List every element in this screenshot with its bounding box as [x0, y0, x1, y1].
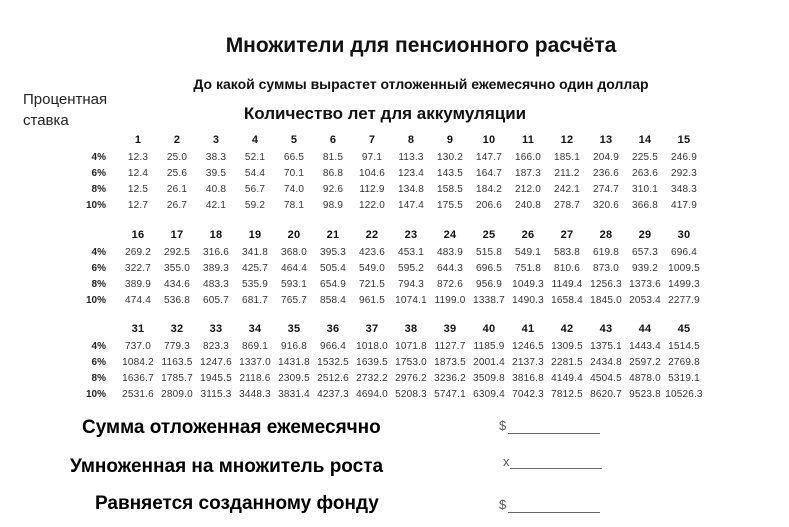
- table-cell: 12.5: [127, 184, 149, 195]
- year-header: 8: [407, 134, 415, 146]
- year-header: 32: [170, 323, 184, 335]
- table-cell: 322.7: [124, 263, 152, 274]
- table-cell: 2001.4: [473, 357, 505, 368]
- table-cell: 1639.5: [356, 357, 388, 368]
- table-cell: 654.9: [319, 279, 347, 290]
- table-cell: 1753.0: [395, 357, 427, 368]
- table-cell: 515.8: [475, 247, 503, 258]
- table-cell: 535.9: [241, 279, 269, 290]
- blank-multiplier-prefix: x: [503, 454, 510, 469]
- table-cell: 417.9: [670, 200, 698, 211]
- table-row: [80, 200, 700, 216]
- table-cell: 966.4: [319, 341, 347, 352]
- table-cell: 1845.0: [590, 295, 622, 306]
- rate-cell: 8%: [91, 184, 106, 195]
- table-cell: 1338.7: [473, 295, 505, 306]
- rate-cell: 10%: [85, 200, 106, 211]
- year-header: 11: [521, 134, 535, 146]
- table-row: [80, 357, 700, 373]
- table-cell: 187.3: [514, 168, 542, 179]
- table-cell: 1309.5: [551, 341, 583, 352]
- year-header: 42: [560, 323, 574, 335]
- table-cell: 1199.0: [434, 295, 466, 306]
- table-cell: 366.8: [631, 200, 659, 211]
- table-cell: 1499.3: [668, 279, 700, 290]
- table-cell: 56.7: [244, 184, 266, 195]
- table-cell: 2769.8: [668, 357, 700, 368]
- year-header: 40: [482, 323, 496, 335]
- table-cell: 2597.2: [629, 357, 661, 368]
- table-cell: 869.1: [241, 341, 269, 352]
- table-cell: 483.9: [436, 247, 464, 258]
- year-header: 18: [209, 229, 223, 241]
- table-cell: 810.6: [553, 263, 581, 274]
- year-header: 7: [368, 134, 376, 146]
- table-cell: 1149.4: [551, 279, 583, 290]
- rate-label: [23, 89, 107, 131]
- summary-monthly-amount: Сумма отложенная ежемесячно: [82, 417, 381, 438]
- table-cell: 1256.3: [590, 279, 622, 290]
- table-cell: 3115.3: [200, 389, 232, 400]
- year-header: 37: [365, 323, 379, 335]
- table-cell: 8620.7: [590, 389, 622, 400]
- year-header: 20: [287, 229, 301, 241]
- table-row: [80, 152, 700, 168]
- year-header: 41: [521, 323, 535, 335]
- blank-amount-prefix: $: [499, 418, 507, 433]
- table-cell: 316.6: [202, 247, 230, 258]
- table-cell: 3448.3: [239, 389, 271, 400]
- table-cell: 9523.8: [629, 389, 661, 400]
- table-cell: 2732.2: [356, 373, 388, 384]
- table-cell: 2277.9: [668, 295, 700, 306]
- table-cell: 130.2: [436, 152, 464, 163]
- table-cell: 1009.5: [668, 263, 700, 274]
- table-cell: 26.7: [166, 200, 188, 211]
- rate-cell: 4%: [91, 247, 106, 258]
- table-cell: 1084.2: [122, 357, 154, 368]
- table-cell: 916.8: [280, 341, 308, 352]
- year-header: 34: [248, 323, 262, 335]
- table-block: [80, 134, 700, 216]
- table-cell: 1018.0: [356, 341, 388, 352]
- table-cell: 389.9: [124, 279, 152, 290]
- table-cell: 240.8: [514, 200, 542, 211]
- table-cell: 143.5: [436, 168, 464, 179]
- table-cell: 644.3: [436, 263, 464, 274]
- year-header: 4: [251, 134, 259, 146]
- year-header: 19: [248, 229, 262, 241]
- year-header: 44: [638, 323, 652, 335]
- years-header-row: [80, 134, 700, 152]
- table-cell: 1246.5: [512, 341, 544, 352]
- rate-cell: 10%: [85, 389, 106, 400]
- table-cell: 1337.0: [239, 357, 271, 368]
- table-cell: 158.5: [436, 184, 464, 195]
- rate-cell: 4%: [91, 341, 106, 352]
- table-cell: 595.2: [397, 263, 425, 274]
- table-cell: 2976.2: [395, 373, 427, 384]
- rate-cell: 6%: [91, 263, 106, 274]
- table-cell: 619.8: [592, 247, 620, 258]
- table-cell: 25.6: [166, 168, 188, 179]
- years-header-row: [80, 229, 700, 247]
- table-cell: 81.5: [322, 152, 344, 163]
- year-header: 16: [131, 229, 145, 241]
- table-cell: 42.1: [205, 200, 227, 211]
- table-cell: 70.1: [283, 168, 305, 179]
- table-cell: 263.6: [631, 168, 659, 179]
- table-cell: 4149.4: [551, 373, 583, 384]
- table-cell: 2434.8: [590, 357, 622, 368]
- table-cell: 97.1: [361, 152, 383, 163]
- table-cell: 54.4: [244, 168, 266, 179]
- table-cell: 5747.1: [434, 389, 466, 400]
- rate-cell: 6%: [91, 168, 106, 179]
- table-cell: 212.0: [514, 184, 542, 195]
- table-cell: 175.5: [436, 200, 464, 211]
- table-cell: 66.5: [283, 152, 305, 163]
- table-cell: 206.6: [475, 200, 503, 211]
- table-cell: 98.9: [322, 200, 344, 211]
- table-cell: 1185.9: [473, 341, 505, 352]
- table-cell: 464.4: [280, 263, 308, 274]
- year-header: 29: [638, 229, 652, 241]
- year-header: 15: [677, 134, 691, 146]
- blank-fund-prefix: $: [499, 497, 507, 512]
- table-cell: 1074.1: [395, 295, 427, 306]
- table-cell: 25.0: [166, 152, 188, 163]
- table-cell: 2053.4: [629, 295, 661, 306]
- table-cell: 389.3: [202, 263, 230, 274]
- summary-growth-multiplier: Умноженная на множитель роста: [70, 456, 384, 477]
- table-cell: 779.3: [163, 341, 191, 352]
- year-header: 25: [482, 229, 496, 241]
- table-cell: 4878.0: [629, 373, 661, 384]
- table-cell: 242.1: [553, 184, 581, 195]
- table-row: [80, 341, 700, 357]
- table-cell: 4237.3: [317, 389, 349, 400]
- year-header: 22: [365, 229, 379, 241]
- table-cell: 292.3: [670, 168, 698, 179]
- rate-cell: 4%: [91, 152, 106, 163]
- table-cell: 858.4: [319, 295, 347, 306]
- rate-label-line: ставка: [23, 112, 69, 129]
- table-cell: 211.2: [554, 168, 580, 179]
- table-cell: 1247.6: [200, 357, 232, 368]
- table-cell: 278.7: [553, 200, 581, 211]
- year-header: 31: [131, 323, 145, 335]
- table-cell: 246.9: [670, 152, 698, 163]
- table-row: [80, 295, 700, 311]
- table-cell: 40.8: [205, 184, 227, 195]
- table-cell: 292.5: [163, 247, 191, 258]
- table-cell: 52.1: [244, 152, 266, 163]
- table-cell: 4694.0: [356, 389, 388, 400]
- table-row: [80, 247, 700, 263]
- table-cell: 2118.6: [239, 373, 271, 384]
- table-cell: 593.1: [280, 279, 308, 290]
- table-cell: 123.4: [397, 168, 425, 179]
- table-cell: 274.7: [592, 184, 620, 195]
- table-cell: 2309.5: [278, 373, 310, 384]
- table-cell: 1163.5: [161, 357, 193, 368]
- table-cell: 112.9: [359, 184, 385, 195]
- table-cell: 5319.1: [668, 373, 700, 384]
- table-cell: 1658.4: [551, 295, 583, 306]
- table-cell: 1375.1: [590, 341, 622, 352]
- table-cell: 74.0: [283, 184, 305, 195]
- year-header: 39: [443, 323, 457, 335]
- table-cell: 166.0: [514, 152, 542, 163]
- table-cell: 2281.5: [551, 357, 583, 368]
- year-header: 12: [560, 134, 574, 146]
- table-cell: 873.0: [592, 263, 620, 274]
- table-cell: 505.4: [319, 263, 347, 274]
- year-header: 27: [560, 229, 574, 241]
- table-cell: 1071.8: [395, 341, 427, 352]
- table-cell: 794.3: [397, 279, 425, 290]
- year-header: 30: [677, 229, 691, 241]
- table-cell: 269.2: [124, 247, 152, 258]
- table-cell: 368.0: [280, 247, 308, 258]
- table-cell: 4504.5: [590, 373, 622, 384]
- table-cell: 425.7: [241, 263, 269, 274]
- year-header: 14: [638, 134, 652, 146]
- table-cell: 134.8: [397, 184, 425, 195]
- rate-cell: 8%: [91, 373, 106, 384]
- table-cell: 1945.5: [200, 373, 232, 384]
- table-block: [80, 323, 703, 405]
- table-cell: 549.1: [514, 247, 542, 258]
- table-cell: 1785.7: [161, 373, 193, 384]
- table-cell: 2531.6: [122, 389, 154, 400]
- blank-multiplier-line: [510, 468, 602, 469]
- table-cell: 1636.7: [122, 373, 154, 384]
- table-cell: 355.0: [163, 263, 191, 274]
- year-header: 26: [521, 229, 535, 241]
- table-row: [80, 279, 700, 295]
- table-row: [80, 168, 700, 184]
- table-cell: 751.8: [514, 263, 542, 274]
- table-cell: 92.6: [322, 184, 344, 195]
- table-cell: 474.4: [124, 295, 152, 306]
- table-cell: 696.5: [475, 263, 503, 274]
- table-cell: 961.5: [358, 295, 386, 306]
- table-cell: 147.4: [397, 200, 425, 211]
- table-cell: 3509.8: [473, 373, 505, 384]
- year-header: 5: [290, 134, 298, 146]
- table-cell: 536.8: [163, 295, 191, 306]
- table-cell: 737.0: [124, 341, 152, 352]
- table-cell: 2809.0: [161, 389, 193, 400]
- rate-cell: 10%: [85, 295, 106, 306]
- table-cell: 3236.2: [434, 373, 466, 384]
- table-cell: 605.7: [202, 295, 230, 306]
- year-header: 35: [287, 323, 301, 335]
- table-cell: 681.7: [241, 295, 269, 306]
- year-header: 28: [599, 229, 613, 241]
- table-cell: 1873.5: [434, 357, 466, 368]
- table-cell: 236.6: [592, 168, 620, 179]
- summary-resulting-fund: Равняется созданному фонду: [95, 493, 379, 514]
- table-cell: 2512.6: [317, 373, 349, 384]
- table-row: [80, 184, 700, 200]
- table-cell: 1373.6: [629, 279, 661, 290]
- table-row: [80, 373, 700, 389]
- year-header: 36: [326, 323, 340, 335]
- table-cell: 10526.3: [665, 389, 703, 400]
- table-cell: 185.1: [553, 152, 581, 163]
- year-header: 33: [209, 323, 223, 335]
- table-row: [80, 263, 700, 279]
- years-caption: Количество лет для аккумуляции: [243, 104, 527, 123]
- table-cell: 3831.4: [278, 389, 310, 400]
- table-cell: 26.1: [166, 184, 188, 195]
- rate-label-line: Процентная: [23, 91, 108, 108]
- table-cell: 434.6: [163, 279, 191, 290]
- year-header: 21: [326, 229, 340, 241]
- table-cell: 348.3: [670, 184, 698, 195]
- year-header: 9: [446, 134, 454, 146]
- page-title: Множители для пенсионного расчёта: [225, 34, 617, 57]
- year-header: 13: [599, 134, 613, 146]
- year-header: 38: [404, 323, 418, 335]
- table-cell: 657.3: [631, 247, 659, 258]
- table-cell: 59.2: [244, 200, 266, 211]
- table-cell: 1443.4: [629, 341, 661, 352]
- table-cell: 6309.4: [473, 389, 505, 400]
- table-cell: 583.8: [553, 247, 581, 258]
- table-cell: 113.3: [398, 152, 424, 163]
- table-cell: 3816.8: [512, 373, 544, 384]
- table-cell: 1049.3: [512, 279, 544, 290]
- table-cell: 320.6: [592, 200, 620, 211]
- year-header: 2: [173, 134, 181, 146]
- rate-cell: 6%: [91, 357, 106, 368]
- table-cell: 1532.5: [317, 357, 349, 368]
- table-cell: 823.3: [202, 341, 230, 352]
- years-header-row: [80, 323, 700, 341]
- table-cell: 5208.3: [395, 389, 427, 400]
- table-cell: 1514.5: [668, 341, 700, 352]
- table-cell: 78.1: [283, 200, 305, 211]
- year-header: 23: [404, 229, 418, 241]
- table-cell: 12.4: [127, 168, 149, 179]
- year-header: 45: [677, 323, 691, 335]
- year-header: 6: [329, 134, 337, 146]
- table-cell: 7812.5: [551, 389, 583, 400]
- table-cell: 423.6: [358, 247, 386, 258]
- table-row: [80, 389, 703, 405]
- table-cell: 2137.3: [512, 357, 544, 368]
- table-cell: 12.3: [127, 152, 149, 163]
- year-header: 1: [134, 134, 142, 146]
- table-cell: 310.1: [631, 184, 659, 195]
- table-cell: 104.6: [358, 168, 386, 179]
- table-cell: 204.9: [592, 152, 620, 163]
- table-cell: 1431.8: [278, 357, 310, 368]
- page-subtitle: До какой суммы вырастет отложенный ежемесячно один доллар: [193, 76, 649, 92]
- table-cell: 86.8: [322, 168, 344, 179]
- table-cell: 147.7: [475, 152, 503, 163]
- year-header: 3: [212, 134, 220, 146]
- table-cell: 164.7: [475, 168, 503, 179]
- table-cell: 122.0: [358, 200, 386, 211]
- rate-cell: 8%: [91, 279, 106, 290]
- table-cell: 12.7: [127, 200, 149, 211]
- blank-amount-line: [508, 433, 600, 434]
- table-block: [80, 229, 700, 311]
- table-cell: 341.8: [241, 247, 269, 258]
- table-cell: 1127.7: [434, 341, 466, 352]
- year-header: 10: [482, 134, 496, 146]
- year-header: 24: [443, 229, 457, 241]
- table-cell: 225.5: [631, 152, 659, 163]
- table-cell: 549.0: [358, 263, 386, 274]
- table-cell: 721.5: [358, 279, 386, 290]
- table-cell: 184.2: [475, 184, 503, 195]
- table-cell: 38.3: [205, 152, 227, 163]
- table-cell: 765.7: [280, 295, 308, 306]
- table-cell: 483.3: [202, 279, 230, 290]
- table-cell: 939.2: [631, 263, 659, 274]
- table-cell: 395.3: [319, 247, 347, 258]
- table-cell: 39.5: [205, 168, 227, 179]
- year-header: 17: [170, 229, 184, 241]
- table-cell: 453.1: [397, 247, 425, 258]
- year-header: 43: [599, 323, 613, 335]
- table-cell: 696.4: [670, 247, 698, 258]
- table-cell: 872.6: [436, 279, 464, 290]
- blank-fund-line: [508, 512, 600, 513]
- table-cell: 1490.3: [512, 295, 544, 306]
- table-cell: 7042.3: [512, 389, 544, 400]
- table-cell: 956.9: [475, 279, 503, 290]
